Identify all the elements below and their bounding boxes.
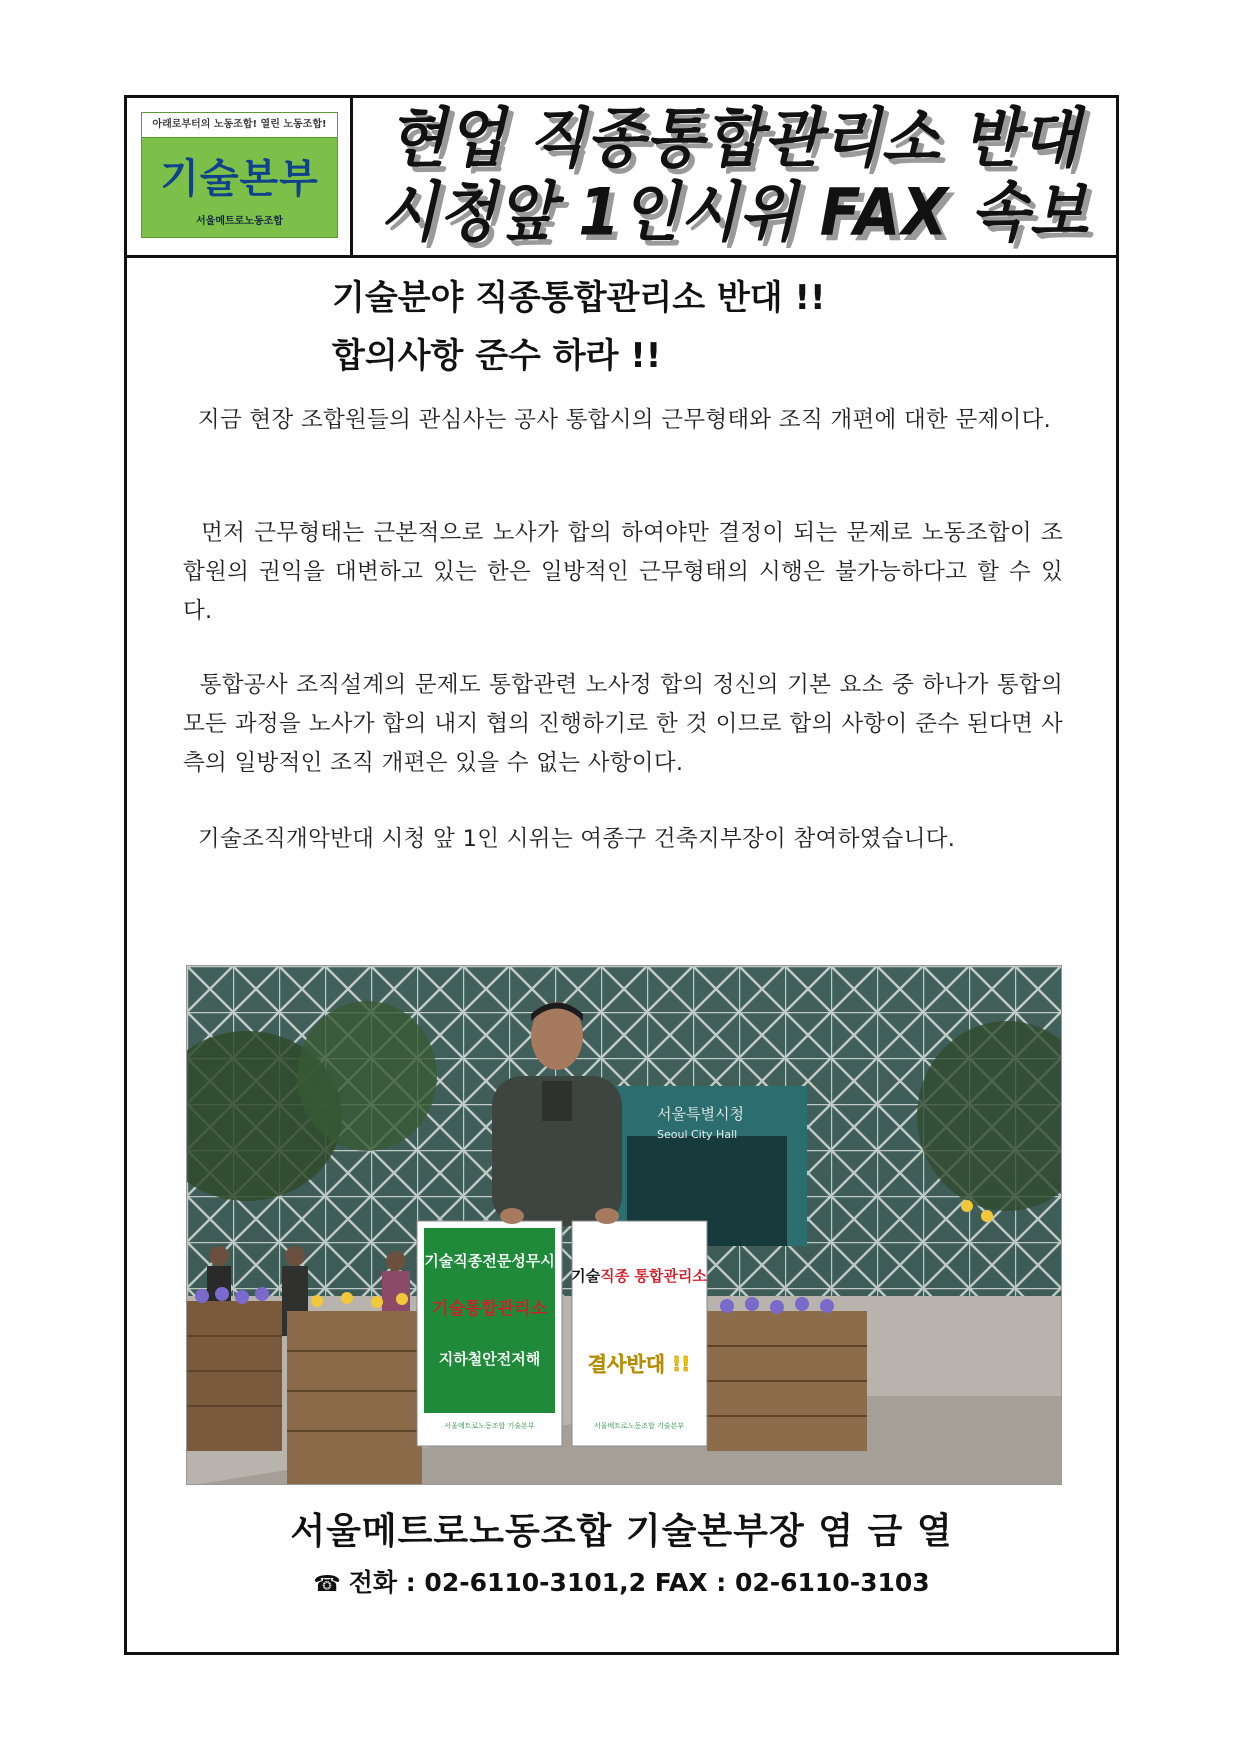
slogan-line-1: 기술분야 직종통합관리소 반대 !! [332, 278, 826, 318]
left-sign-line-1: 기술직종전문성무시 [424, 1252, 555, 1270]
logo-slogan: 아래로부터의 노동조합! 열린 노동조합! [142, 113, 337, 138]
document-frame [124, 95, 1119, 1655]
slogan-line-2: 합의사항 준수 하라 !! [332, 336, 662, 376]
paragraph-3 [183, 666, 1063, 783]
building-sign: 서울특별시청 [657, 1105, 744, 1123]
footer-contact [127, 1563, 1116, 1599]
protest-photo [186, 965, 1062, 1485]
right-sign-line-2: 결사반대 !! [587, 1352, 691, 1376]
right-sign-line-1a: 기술 [571, 1267, 601, 1285]
paragraph-2 [183, 514, 1063, 631]
logo-title: 기술본부 [160, 156, 319, 202]
headline-line-1: 현업 직종통합관리소 반대 [387, 101, 1081, 177]
left-sign-footer: 서울메트로노동조합 기술본부 [444, 1422, 535, 1430]
right-sign-footer: 서울메트로노동조합 기술본부 [593, 1422, 685, 1430]
left-sign-line-2: 기술통합관리소 [432, 1299, 547, 1319]
logo-cell [127, 98, 353, 255]
paragraph-3-text: 통합공사 조직설계의 문제도 통합관련 노사정 합의 정신의 기본 요소 중 하나가 통합의 모든 과정을 노사가 합의 내지 협의 진행하기로 한 것 이므로 합의 사항이 준수 된다면 사측의 일방적인 조직 개편은 있을 수 없는 사항이다. [183, 672, 1063, 776]
building-sign-en: Seoul City Hall [657, 1128, 738, 1141]
paragraph-4-text: 기술조직개악반대 시청 앞 1인 시위는 여종구 건축지부장이 참여하였습니다. [197, 826, 956, 852]
right-sign-line-1 [571, 1267, 707, 1285]
left-sign-line-3: 지하철안전저해 [438, 1350, 541, 1368]
logo-subtitle: 서울메트로노동조합 [196, 216, 283, 227]
phone-icon: ☎ [313, 1572, 341, 1597]
footer-name: 서울메트로노동조합 기술본부장 염 금 열 [290, 1511, 953, 1552]
right-sign-line-1b: 직종 통합관리소 [600, 1267, 707, 1285]
union-logo [141, 112, 338, 238]
paragraph-4 [183, 820, 1063, 859]
paragraph-2-text: 먼저 근무형태는 근본적으로 노사가 합의 하여야만 결정이 되는 문제로 노동조합이 조합원의 권익을 대변하고 있는 한은 일방적인 근무형태의 시행은 불가능하다고 할 수 있다. [183, 520, 1064, 624]
headline [359, 102, 1109, 254]
paragraph-1 [183, 401, 1063, 440]
paragraph-1-text: 지금 현장 조합원들의 관심사는 공사 통합시의 근무형태와 조직 개편에 대한 문제이다. [197, 407, 1052, 433]
contact-text: 전화 : 02-6110-3101,2 FAX : 02-6110-3103 [348, 1568, 930, 1597]
headline-line-2: 시청앞 1인시위 FAX 속보 [379, 175, 1089, 251]
header [127, 98, 1116, 258]
